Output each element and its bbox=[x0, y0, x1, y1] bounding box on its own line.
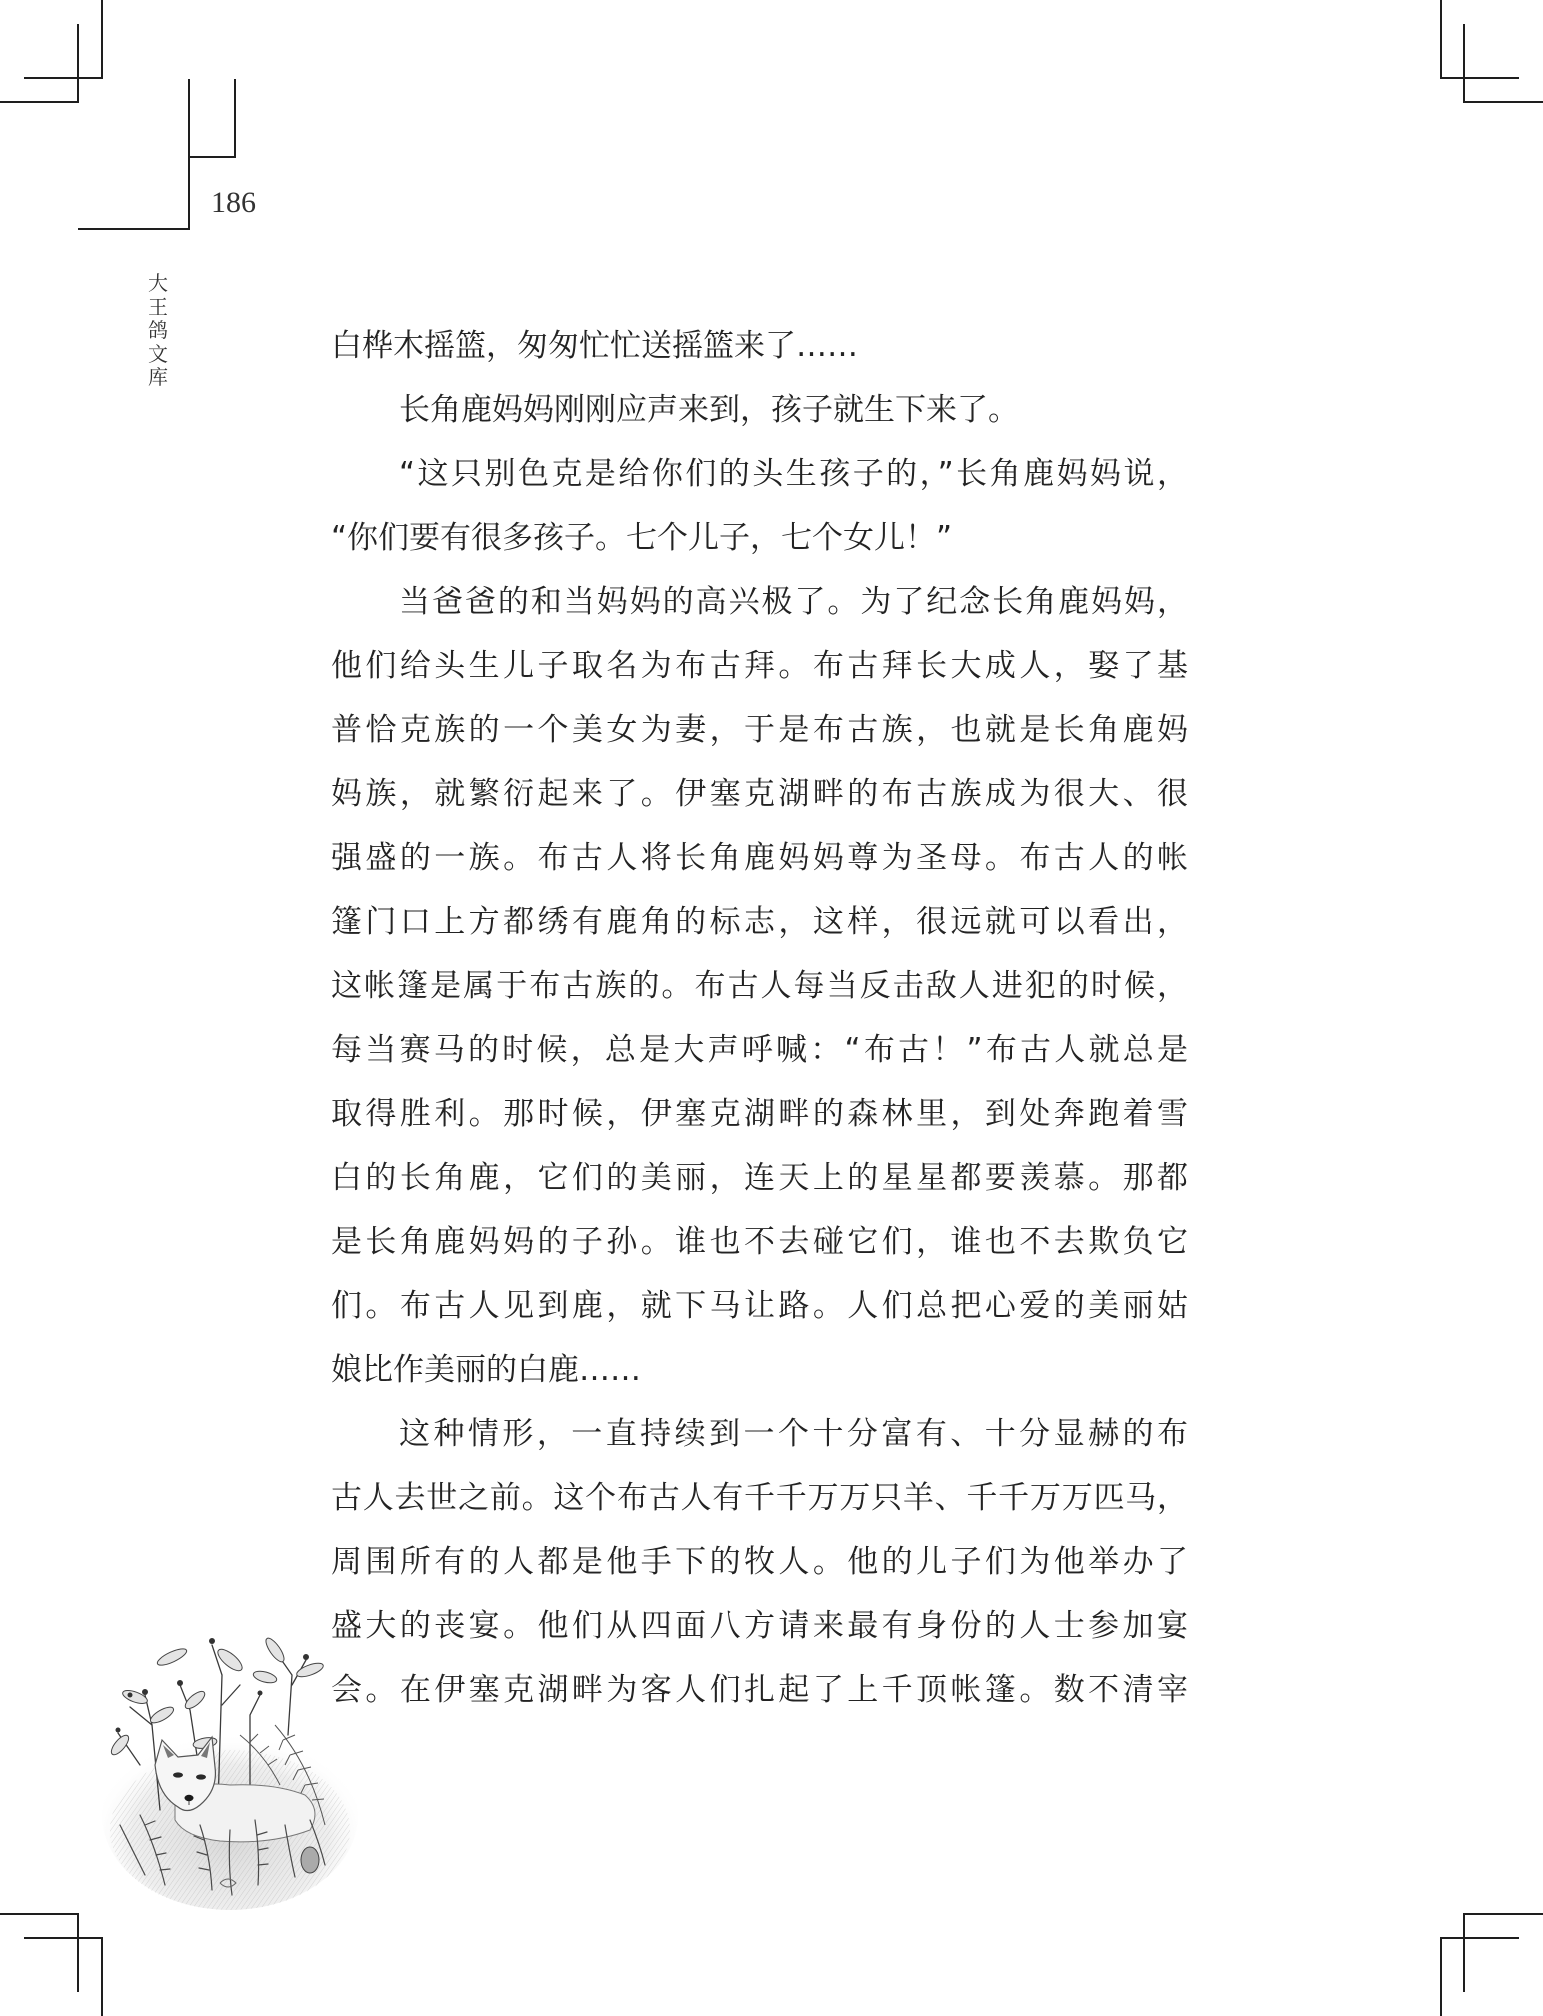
crop-mark-top-right bbox=[1463, 101, 1543, 103]
fox-illustration bbox=[100, 1615, 362, 1915]
crop-mark-bottom-right bbox=[1463, 1913, 1543, 1915]
text-line: 古人去世之前。这个布古人有千千万万只羊、千千万万匹马， bbox=[331, 1480, 1188, 1516]
text-line: 当爸爸的和当妈妈的高兴极了。为了纪念长角鹿妈妈， bbox=[399, 584, 1188, 620]
crop-mark-top-left bbox=[77, 24, 79, 103]
text-line: 普恰克族的一个美女为妻，于是布古族，也就是长角鹿妈 bbox=[331, 712, 1188, 748]
text-line: 这种情形，一直持续到一个十分富有、十分显赫的布 bbox=[399, 1416, 1188, 1452]
crop-mark-bottom-left bbox=[77, 1913, 79, 1992]
header-rule-horizontal bbox=[78, 228, 190, 230]
crop-mark-top-right bbox=[1440, 0, 1442, 79]
crop-mark-bottom-left bbox=[24, 1937, 103, 1939]
crop-mark-top-right bbox=[1463, 24, 1465, 103]
crop-mark-top-left bbox=[24, 77, 103, 79]
text-line: 取得胜利。那时候，伊塞克湖畔的森林里，到处奔跑着雪 bbox=[331, 1096, 1188, 1132]
crop-mark-top-left bbox=[0, 101, 79, 103]
header-rule-vertical bbox=[188, 79, 190, 230]
text-line: 妈族，就繁衍起来了。伊塞克湖畔的布古族成为很大、很 bbox=[331, 776, 1188, 812]
text-line: 娘比作美丽的白鹿…… bbox=[331, 1352, 641, 1388]
crop-mark-bottom-right bbox=[1440, 1937, 1519, 1939]
crop-mark-top-right bbox=[1440, 77, 1519, 79]
series-title: 大王鸽文库 bbox=[148, 271, 168, 389]
text-line: 这帐篷是属于布古族的。布古人每当反击敌人进犯的时候， bbox=[331, 968, 1188, 1004]
text-line: “这只别色克是给你们的头生孩子的，”长角鹿妈妈说， bbox=[399, 456, 1188, 492]
text-line: 他们给头生儿子取名为布古拜。布古拜长大成人，娶了基 bbox=[331, 648, 1188, 684]
text-line: 白桦木摇篮，匆匆忙忙送摇篮来了…… bbox=[331, 328, 858, 364]
text-line: 每当赛马的时候，总是大声呼喊：“布古！”布古人就总是 bbox=[331, 1032, 1188, 1068]
text-line: 长角鹿妈妈刚刚应声来到，孩子就生下来了。 bbox=[399, 392, 1019, 428]
page-number: 186 bbox=[211, 186, 256, 219]
text-line: 会。在伊塞克湖畔为客人们扎起了上千顶帐篷。数不清宰 bbox=[331, 1672, 1188, 1708]
crop-mark-bottom-right bbox=[1463, 1913, 1465, 1992]
text-line: 周围所有的人都是他手下的牧人。他的儿子们为他举办了 bbox=[331, 1544, 1188, 1580]
text-line: 强盛的一族。布古人将长角鹿妈妈尊为圣母。布古人的帐 bbox=[331, 840, 1188, 876]
header-rule-horizontal-short bbox=[188, 156, 236, 158]
crop-mark-top-left bbox=[101, 0, 103, 79]
crop-mark-bottom-right bbox=[1440, 1937, 1442, 2016]
text-line: 盛大的丧宴。他们从四面八方请来最有身份的人士参加宴 bbox=[331, 1608, 1188, 1644]
header-rule-vertical-short bbox=[234, 79, 236, 158]
text-line: 白的长角鹿，它们的美丽，连天上的星星都要羡慕。那都 bbox=[331, 1160, 1188, 1196]
text-line: “你们要有很多孩子。七个儿子，七个女儿！” bbox=[331, 520, 953, 556]
text-line: 们。布古人见到鹿，就下马让路。人们总把心爱的美丽姑 bbox=[331, 1288, 1188, 1324]
crop-mark-bottom-left bbox=[0, 1913, 79, 1915]
text-line: 篷门口上方都绣有鹿角的标志，这样，很远就可以看出， bbox=[331, 904, 1188, 940]
text-line: 是长角鹿妈妈的子孙。谁也不去碰它们，谁也不去欺负它 bbox=[331, 1224, 1188, 1260]
crop-mark-bottom-left bbox=[101, 1937, 103, 2016]
